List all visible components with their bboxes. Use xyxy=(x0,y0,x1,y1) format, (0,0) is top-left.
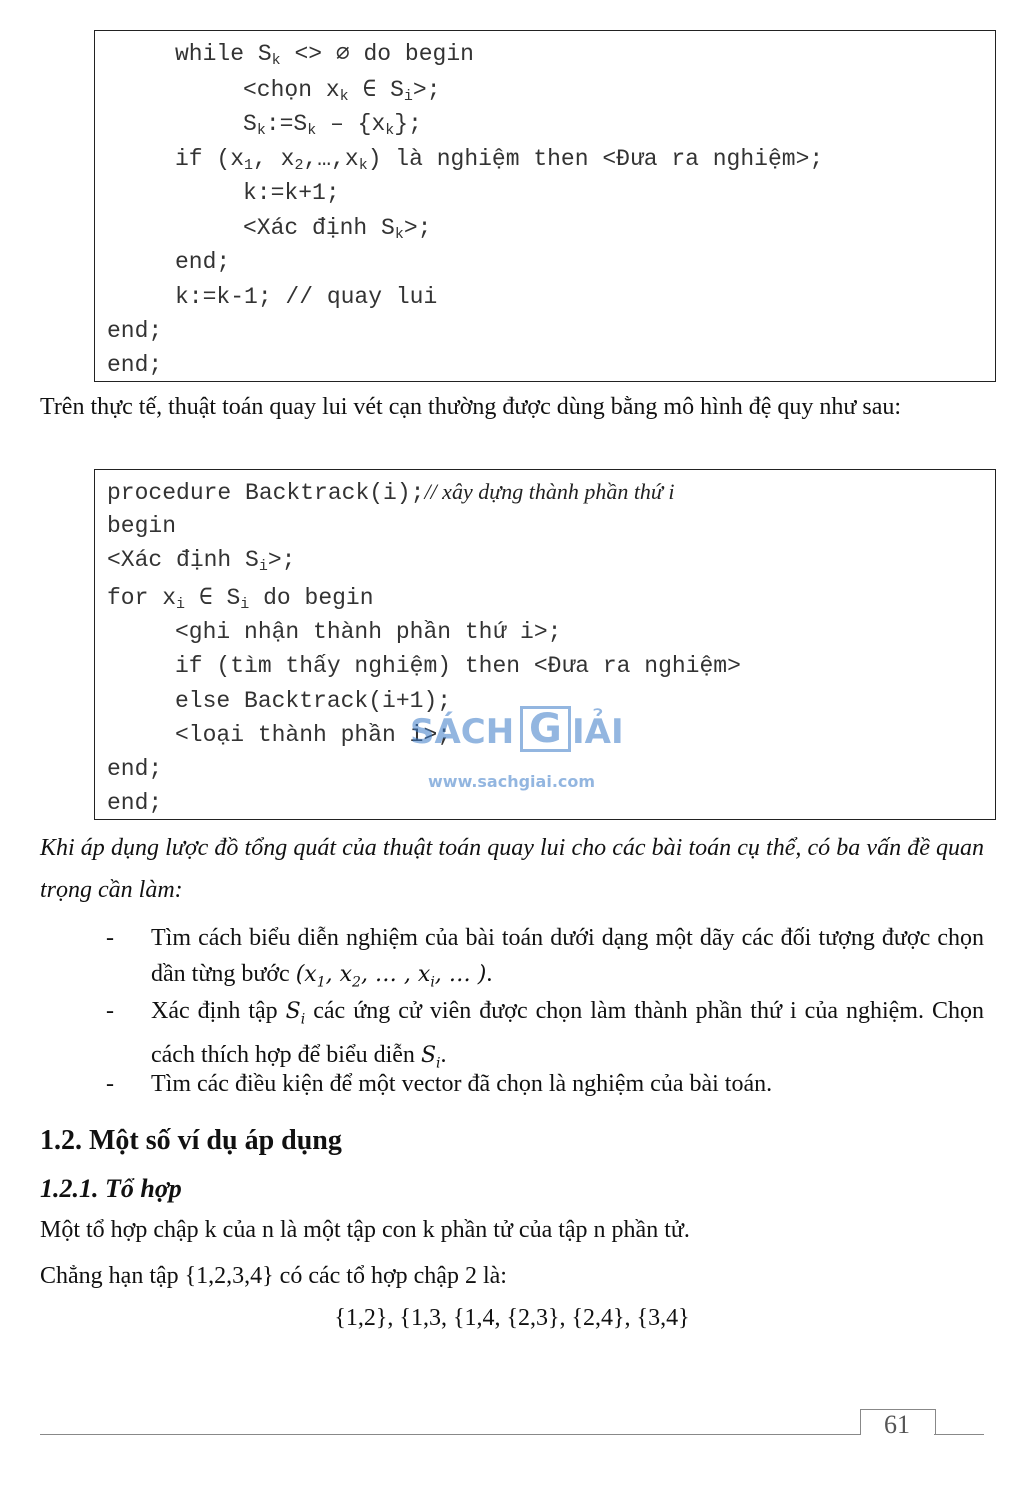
code-line: end; xyxy=(107,790,163,816)
code-line: <ghi nhận thành phần thứ i>; xyxy=(175,619,562,645)
example-text: Chẳng hạn tập {1,2,3,4} có các tổ hợp chập 2 là: xyxy=(40,1263,507,1289)
subsection-heading: 1.2.1. Tổ hợp xyxy=(40,1174,182,1203)
code-line: if (tìm thấy nghiệm) then <Đưa ra nghiệm> xyxy=(175,653,741,679)
code-line: <chọn $x_k$ ∈ $S_i>$; xyxy=(243,77,441,105)
code-block-loop xyxy=(94,30,996,382)
page-number: 61 xyxy=(884,1410,910,1439)
code-line: if ($x_1$, $x_2,\dots,x_k$) là nghiệm then <Đưa ra nghiệm>; xyxy=(175,146,824,174)
intro-paragraph: Trên thực tế, thuật toán quay lui vét cạn thường được dùng bằng mô hình đệ quy như sau: xyxy=(40,394,902,420)
code-line: else Backtrack(i+1); xyxy=(175,688,452,714)
code-line: end; xyxy=(107,318,163,344)
code-comment: // xây dựng thành phần thứ i xyxy=(424,479,675,504)
code-line: begin xyxy=(107,513,177,539)
watermark-logo: SÁCH G IẢI www.sachgiai.com xyxy=(410,706,624,791)
footer-rule xyxy=(934,1434,984,1435)
code-line: <Xác định $S_i>$; xyxy=(107,547,296,575)
list-item: - Tìm các điều kiện để một vector đã chọn là nghiệm của bài toán. xyxy=(106,1071,773,1097)
code-line: while $S_k$ <> ∅ do begin xyxy=(175,41,474,69)
approach-paragraph: Khi áp dụng lược đồ tổng quát của thuật toán quay lui cho các bài toán cụ thể, có ba vấn đề quan trọng cần làm: xyxy=(40,835,984,903)
code-line: end; xyxy=(107,756,163,782)
code-line: end; xyxy=(175,249,231,275)
definition-text: Một tổ hợp chập k của n là một tập con k phần tử của tập n phần tử. xyxy=(40,1217,690,1243)
code-line: $S_k:=S_k - \{x_k\}$; xyxy=(243,111,422,139)
combinations-list: {1,2}, {1,3, {1,4, {2,3}, {2,4}, {3,4} xyxy=(334,1305,690,1331)
code-block-backtrack xyxy=(94,469,996,820)
footer-rule xyxy=(40,1434,860,1435)
code-line: end; xyxy=(107,352,163,378)
list-item: - Tìm cách biểu diễn nghiệm của bài toán dưới dạng một dãy các đối tượng được chọn dần từng bước ($x_1$, $x_2$, … , $x_i$, … ). xyxy=(106,925,984,991)
list-item: - Xác định tập $S_i$ các ứng cử viên được chọn làm thành phần thứ i của nghiệm. Chọn cách thích hợp để biểu diễn $S_i$. xyxy=(106,998,984,1072)
section-heading: 1.2. Một số ví dụ áp dụng xyxy=(40,1125,342,1156)
code-line: <Xác định $S_k>$; xyxy=(243,215,432,243)
code-line: for $x_i$ ∈ $S_i$ do begin xyxy=(107,585,374,613)
code-line: k:=k+1; xyxy=(243,180,340,206)
code-line: <loại thành phần i>; xyxy=(175,722,452,748)
code-line: k:=k-1; // quay lui xyxy=(175,284,438,310)
code-line: procedure Backtrack(i);// xây dựng thành phần thứ i xyxy=(107,479,675,506)
